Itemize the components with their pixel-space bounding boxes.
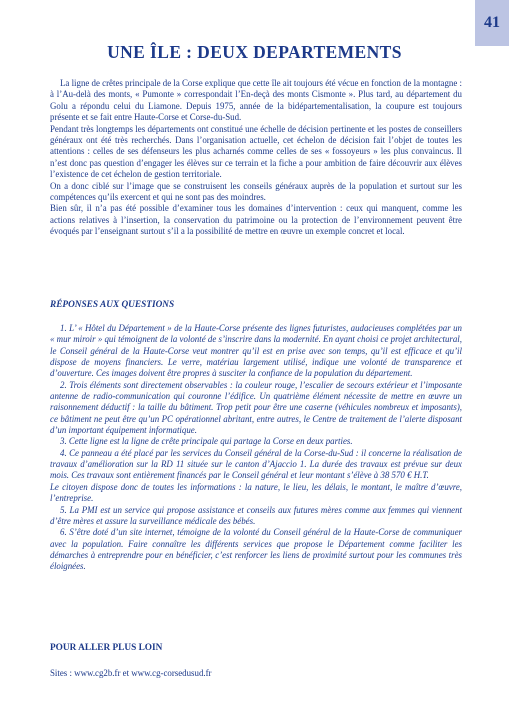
answer-item: 6. S’être doté d’un site internet, témoigne de la volonté du Conseil général de la Haute-Corse de communiquer avec la population. Faire connaître les différents services que propose le Département comme faciliter les démarches à entreprendre pour en bénéficier, c’est renforcer les liens de proximité surtout pour les communes très éloignées.: [50, 527, 462, 572]
intro-paragraph: Pendant très longtemps les départements ont constitué une échelle de décision pertinente et les postes de conseillers généraux ont été très recherchés. Dans l’organisation actuelle, cet échelon de décision fait l’objet de toutes les attentions : celles de ses défenseurs les plus acharnés comme celles de ses « fossoyeurs » les plus convaincus. Il n’est donc pas question d’engager les élèves sur ce terrain et la fiche a pour ambition de faire découvrir aux élèves l’existence de cet échelon de gestion territoriale.: [50, 123, 462, 180]
page-number: 41: [475, 0, 509, 46]
intro-paragraph: La ligne de crêtes principale de la Corse explique que cette île ait toujours été vécue en fonction de la montagne : à l’Au-delà des monts, « Pumonte » correspondait l’En-deçà des monts Cismonte ». Plus tard, au département du Golu a répondu celui du Liamone. Depuis 1975, année de la bidépartementalisation, la coupure est toujours présente et se fait entre Haute-Corse et Corse-du-Sud.: [50, 78, 462, 123]
answer-item: 1. L’ « Hôtel du Département » de la Haute-Corse présente des lignes futuristes, audacieuses complétées par un « mur miroir » qui témoignent de la volonté de s’inscrire dans la modernité. En ayant choisi ce projet architectural, le Conseil général de la Haute-Corse veut montrer qu’il est en prise avec son temps, qu’il est efficace et qu’il dispose de moyens financiers. Le verre, matériau largement utilisé, indique une volonté de transparence et d’ouverture. Ces images doivent être propres à susciter la confiance de la population du département.: [50, 323, 462, 379]
further-reading-heading: POUR ALLER PLUS LOIN: [50, 643, 163, 653]
answers-section: [50, 323, 462, 573]
intro-paragraph: Bien sûr, il n’a pas été possible d’examiner tous les domaines d’intervention : ceux qui manquent, comme les actions relatives à l’insertion, la conservation du patrimoine ou la protection de l’environnement peuvent être évoqués par l’enseignant surtout s’il a la possibilité de mettre en œuvre un exemple concret et local.: [50, 203, 462, 237]
sites-line: Sites : www.cg2b.fr et www.cg-corsedusud.fr: [50, 668, 212, 678]
intro-section: [50, 78, 462, 238]
answer-item: 3. Cette ligne est la ligne de crête principale qui partage la Corse en deux parties.: [60, 436, 353, 447]
page-title: UNE ÎLE : DEUX DEPARTEMENTS: [107, 42, 402, 62]
intro-paragraph: On a donc ciblé sur l’image que se construisent les conseils généraux auprès de la population et surtout sur les compétences qu’ils exercent et qui ne sont pas des moindres.: [50, 180, 462, 203]
answer-item: 5. La PMI est un service qui propose assistance et conseils aux futures mères comme aux femmes qui viennent d’être mères et assure la surveillance médicale des bébés.: [50, 504, 462, 526]
answer-item: 4. Ce panneau a été placé par les services du Conseil général de la Corse-du-Sud : il concerne la réalisation de travaux d’amélioration sur la RD 11 située sur le canton d’Ajaccio 1. La durée des travaux est prévue sur deux mois. Ces travaux sont entièrement financés par le Conseil général et leur montant s’élève à 38 570 € H.T.: [50, 447, 462, 481]
answer-item: 2. Trois éléments sont directement observables : la couleur rouge, l’escalier de secours extérieur et l’imposante antenne de radio-communication qui couronne l’édifice. Un quatrième élément nécessite de mettre en œuvre un raisonnement déductif : la taille du bâtiment. Trop petit pour être une caserne (véhicules nombreux et imposants), ce bâtiment ne peut être qu’un PC opérationnel abritant, entre autres, le Centre de traitement de l’alerte disposant d’un important équipement informatique.: [50, 379, 462, 436]
answer-item: Le citoyen dispose donc de toutes les informations : la nature, le lieu, les délais, le montant, le maître d’œuvre, l’entreprise.: [50, 481, 462, 504]
answers-heading: RÉPONSES AUX QUESTIONS: [50, 300, 175, 310]
